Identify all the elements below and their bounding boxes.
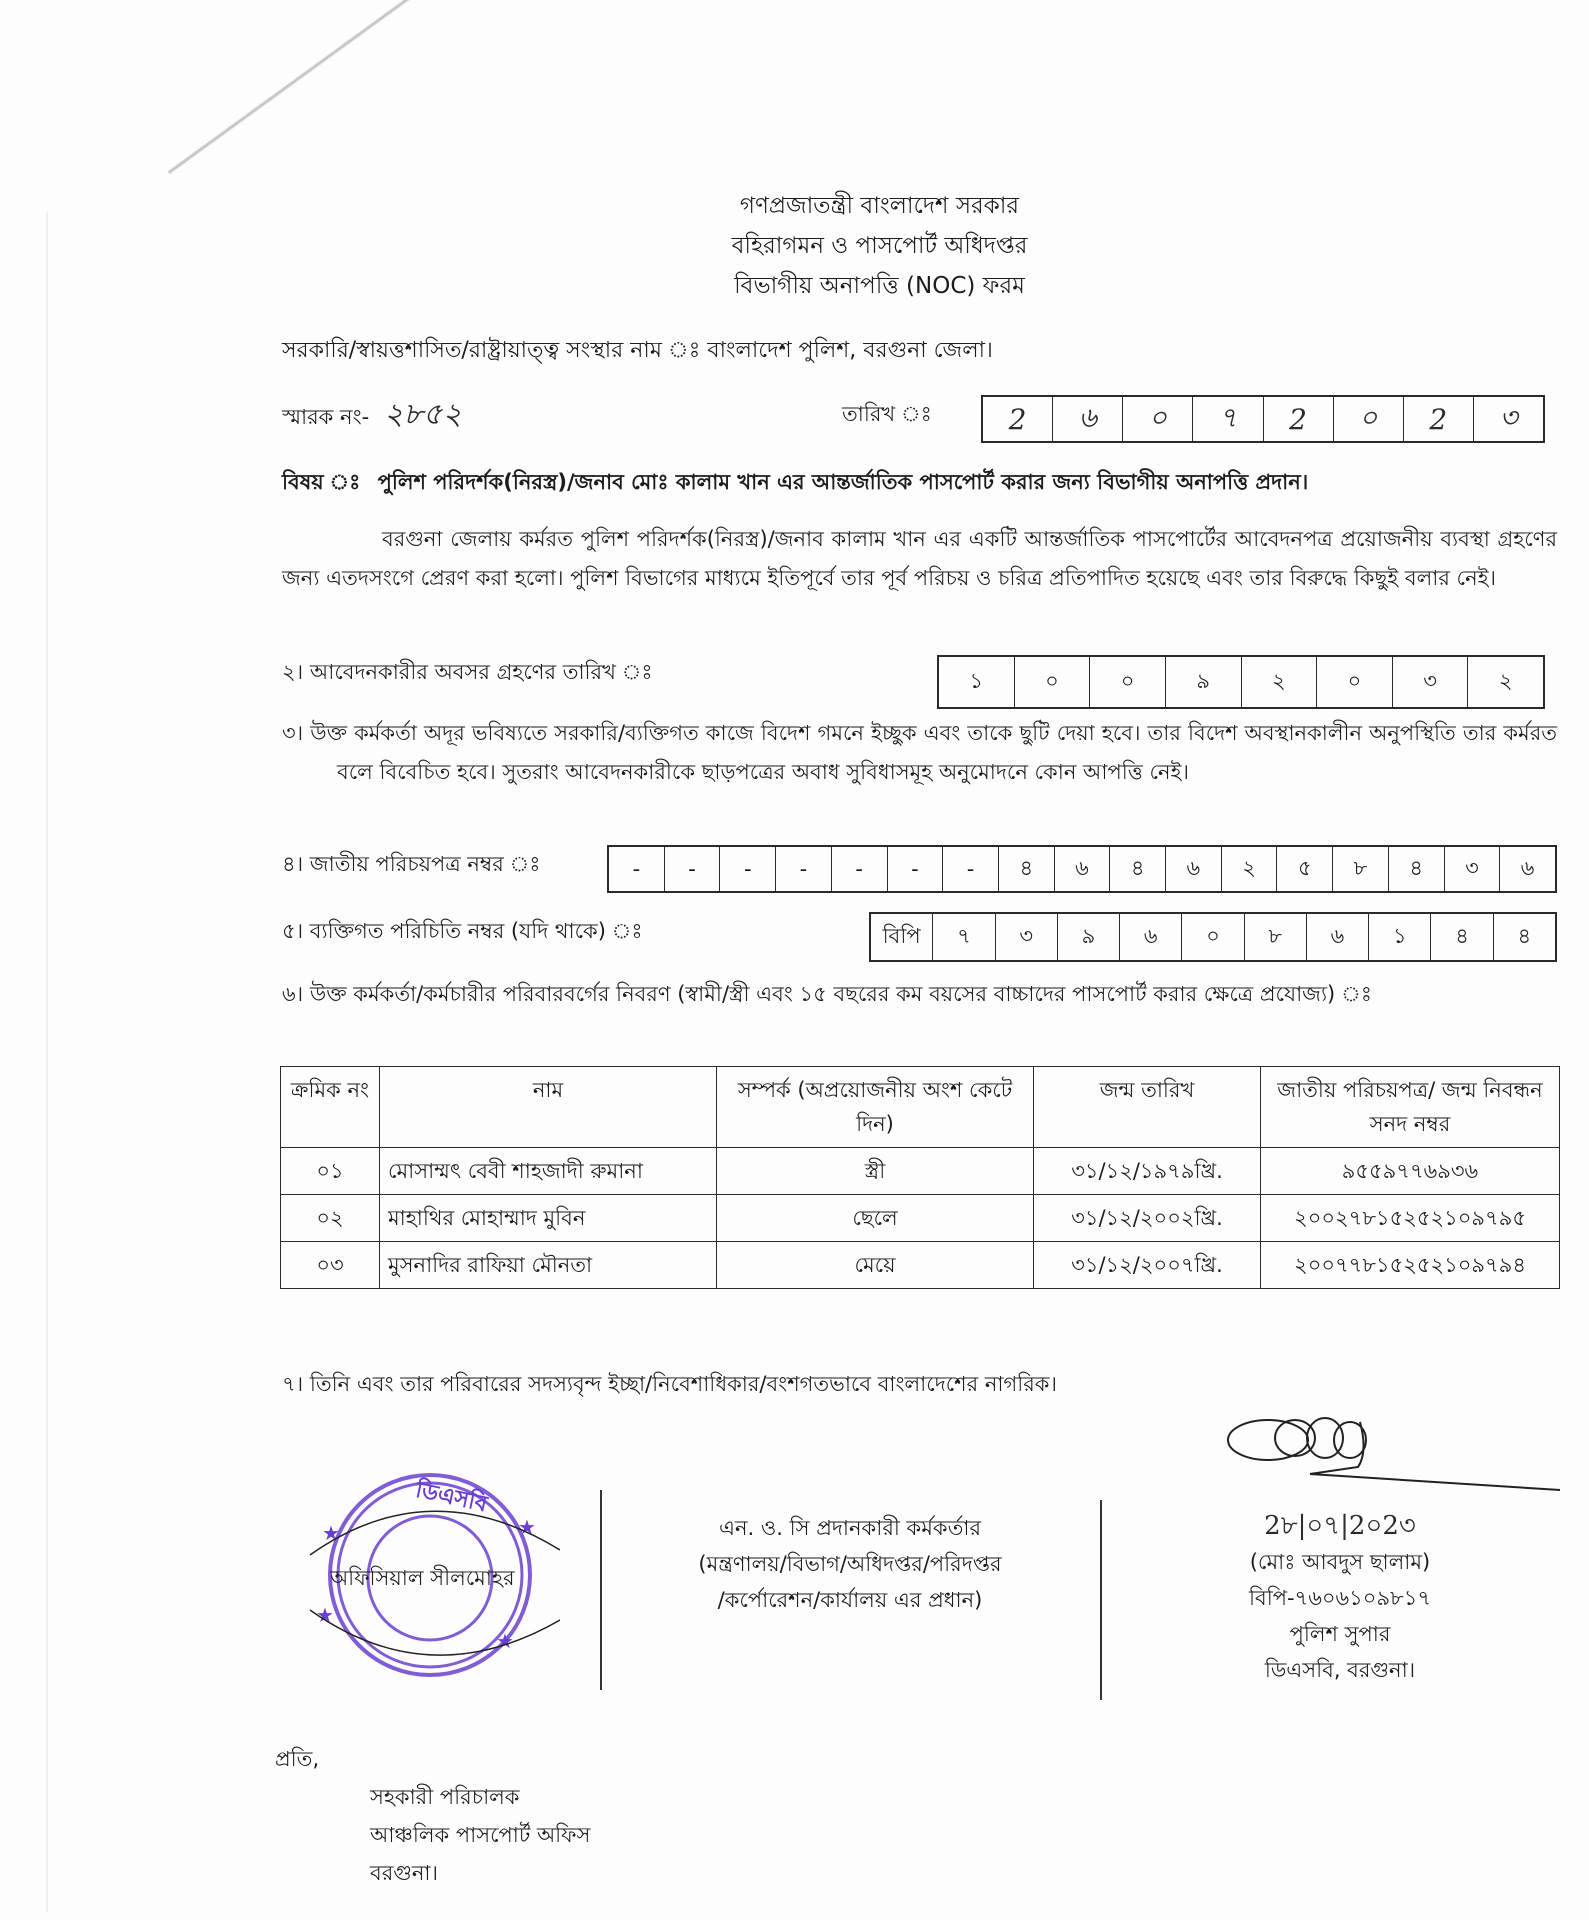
header-relation: সম্পর্ক (অপ্রয়োজনীয় অংশ কেটে দিন) — [717, 1067, 1034, 1148]
svg-text:★: ★ — [496, 1629, 514, 1653]
digit-box: ০ — [1015, 657, 1091, 707]
digit-box: ০ — [1334, 397, 1404, 441]
cell-dob: ৩১/১২/২০০৭খ্রি. — [1034, 1242, 1261, 1289]
signatory-office: ডিএসবি, বরগুনা। — [1264, 1658, 1416, 1682]
digit-box: - — [720, 847, 776, 891]
signatory-bp: বিপি-৭৬০৬১০৯৮১৭ — [1249, 1586, 1431, 1610]
digit-box: ২ — [1242, 657, 1318, 707]
digit-box: ১ — [939, 657, 1015, 707]
digit-box: ৬ — [1053, 397, 1123, 441]
item4-label: ৪। জাতীয় পরিচয়পত্র নম্বর ঃ — [282, 852, 541, 876]
column-divider-left — [600, 1490, 602, 1690]
cell-id: ২০০৭৭৮১৫২৫২১০৯৭৯৪ — [1261, 1242, 1560, 1289]
cell-serial: ০১ — [281, 1148, 380, 1195]
signatory-designation: পুলিশ সুপার — [1289, 1622, 1391, 1646]
table-row — [281, 1242, 1560, 1289]
cell-relation: ছেলে — [717, 1195, 1034, 1242]
subject-line — [282, 466, 1308, 501]
digit-box: - — [888, 847, 944, 891]
digit-box: ৬ — [1055, 847, 1111, 891]
header-form-title: বিভাগীয় অনাপত্তি (NOC) ফরম — [734, 273, 1025, 299]
digit-box: 2 — [1264, 397, 1334, 441]
table-row — [281, 1148, 1560, 1195]
signatory-block — [1170, 1508, 1510, 1688]
signed-date: 2৮|০৭|2০2৩ — [1264, 1511, 1416, 1541]
signatory-name: (মোঃ আবদুস ছালাম) — [1249, 1550, 1431, 1574]
retirement-date-boxes — [937, 655, 1545, 709]
memo-number — [282, 390, 462, 441]
digit-box: - — [776, 847, 832, 891]
digit-box: 2 — [983, 397, 1053, 441]
digit-box: বিপি — [871, 914, 933, 960]
header-serial: ক্রমিক নং — [281, 1067, 380, 1148]
header-dob: জন্ম তারিখ — [1034, 1067, 1261, 1148]
body-paragraph: বরগুনা জেলায় কর্মরত পুলিশ পরিদর্শক(নিরস্ত্র)/জনাব কালাম খান এর একটি আন্তর্জাতিক পাসপোর্টের আবেদনপত্র প্রয়োজনীয় ব্যবস্থা গ্রহণের জন্য এতদসংগে প্রেরণ করা হলো। পুলিশ বিভাগের মাধ্যমে ইতিপূর্বে তার পূর্ব পরিচয় ও চরিত্র প্রতিপাদিত হয়েছে এবং তার বিরুদ্ধে কিছুই বলার নেই। — [282, 527, 1557, 590]
digit-box: ৬ — [1166, 847, 1222, 891]
date-boxes — [981, 395, 1545, 443]
item5-label: ৫। ব্যক্তিগত পরিচিতি নম্বর (যদি থাকে) ঃ — [282, 919, 643, 943]
cell-serial: ০২ — [281, 1195, 380, 1242]
cell-name: মুসনাদির রাফিয়া মৌনতা — [380, 1242, 717, 1289]
noc-officer-line3: /কর্পোরেশন/কার্যালয় এর প্রধান) — [717, 1588, 983, 1612]
digit-box: ৯ — [1166, 657, 1242, 707]
memo-label: স্মারক নং- — [282, 405, 370, 429]
svg-text:★: ★ — [322, 1521, 340, 1545]
subject-label: বিষয় ঃ — [282, 470, 361, 494]
page-fold-crease — [168, 0, 413, 174]
digit-box: ৭ — [933, 914, 995, 960]
digit-box: ৬ — [1520, 855, 1535, 880]
noc-officer-line2: (মন্ত্রণালয়/বিভাগ/অধিদপ্তর/পরিদপ্তর — [698, 1552, 1002, 1576]
digit-box: - — [609, 847, 665, 891]
signature — [1220, 1412, 1580, 1506]
family-table — [280, 1066, 1560, 1289]
column-divider-right — [1100, 1500, 1102, 1700]
cell-dob: ৩১/১২/১৯৭৯খ্রি. — [1034, 1148, 1261, 1195]
digit-box: ৩ — [1499, 400, 1518, 434]
digit-box: ২ — [1222, 847, 1278, 891]
cell-id: ২০০২৭৮১৫২৫২১০৯৭৯৫ — [1261, 1195, 1560, 1242]
cell-name: মাহাথির মোহাম্মাদ মুবিন — [380, 1195, 717, 1242]
seal-label: অফিসিয়াল সীলমোহর — [330, 1566, 515, 1590]
digit-box: ০ — [1182, 914, 1244, 960]
digit-box: - — [832, 847, 888, 891]
digit-box: - — [665, 847, 721, 891]
organization-line: সরকারি/স্বায়ত্তশাসিত/রাষ্ট্রায়াত্ত্ব সংস্থার নাম ঃ বাংলাদেশ পুলিশ, বরগুনা জেলা। — [282, 338, 993, 363]
recipient-line2: আঞ্চলিক পাসপোর্ট অফিস — [370, 1823, 591, 1847]
digit-box: ১ — [1369, 914, 1431, 960]
digit-box: ৪ — [999, 847, 1055, 891]
digit-box: 2 — [1404, 397, 1474, 441]
cell-relation: মেয়ে — [717, 1242, 1034, 1289]
header-id-number: জাতীয় পরিচয়পত্র/ জন্ম নিবন্ধন সনদ নম্বর — [1261, 1067, 1560, 1148]
header-name: নাম — [380, 1067, 717, 1148]
noc-officer-block — [620, 1510, 1080, 1618]
recipient-block — [275, 1740, 590, 1892]
digit-box: ৭ — [1193, 397, 1263, 441]
digit-box: ০ — [1090, 657, 1166, 707]
header-department: বহিরাগমন ও পাসপোর্ট অধিদপ্তর — [731, 233, 1028, 259]
digit-box: ৪ — [1431, 914, 1493, 960]
digit-box: ৩ — [996, 914, 1058, 960]
personal-id-boxes — [869, 912, 1557, 962]
item3-paragraph: ৩। উক্ত কর্মকর্তা অদূর ভবিষ্যতে সরকারি/ব্যক্তিগত কাজে বিদেশ গমনে ইচ্ছুক এবং তাকে ছুটি দেয়া হবে। তার বিদেশ অবস্থানকালীন অনুপস্থিতি তার কর্মরত বলে বিবেচিত হবে। সুতরাং আবেদনকারীকে ছাড়পত্রের অবাধ সুবিধাসমূহ অনুমোদনে কোন আপত্তি নেই। — [282, 721, 1557, 784]
noc-officer-line1: এন. ও. সি প্রদানকারী কর্মকর্তার — [718, 1516, 981, 1540]
date-label: তারিখ ঃ — [842, 402, 932, 426]
page-edge — [46, 212, 48, 1912]
digit-box: ৪ — [1110, 847, 1166, 891]
digit-box: ৬ — [1120, 914, 1182, 960]
digit-box: ৮ — [1245, 914, 1307, 960]
digit-box: ৪ — [1389, 847, 1445, 891]
item2-label: ২। আবেদনকারীর অবসর গ্রহণের তারিখ ঃ — [282, 660, 653, 684]
table-row — [281, 1195, 1560, 1242]
digit-box: ৩ — [1445, 847, 1501, 891]
digit-box: ০ — [1317, 657, 1393, 707]
subject-text: পুলিশ পরিদর্শক(নিরস্ত্র)/জনাব মোঃ কালাম খান এর আন্তর্জাতিক পাসপোর্ট করার জন্য বিভাগীয় অনাপত্তি প্রদান। — [377, 470, 1309, 494]
cell-name: মোসাম্মৎ বেবী শাহজাদী রুমানা — [380, 1148, 717, 1195]
nid-number-boxes — [607, 845, 1557, 893]
digit-box: ৬ — [1307, 914, 1369, 960]
digit-box: ৪ — [1517, 923, 1532, 948]
memo-value: ২৮৫২ — [383, 397, 462, 432]
seal-stamp-text: ডিএসবি — [413, 1477, 490, 1518]
svg-text:★: ★ — [518, 1515, 536, 1539]
header-government: গণপ্রজাতন্ত্রী বাংলাদেশ সরকার — [739, 193, 1020, 219]
item6-paragraph: ৬। উক্ত কর্মকর্তা/কর্মচারীর পরিবারবর্গের নিবরণ (স্বামী/স্ত্রী এবং ১৫ বছরের কম বয়সের বাচ্চাদের পাসপোর্ট করার ক্ষেত্রে প্রযোজ্য) ঃ — [282, 982, 1372, 1006]
digit-box: ২ — [1498, 668, 1513, 693]
digit-box: ০ — [1123, 397, 1193, 441]
recipient-line1: সহকারী পরিচালক — [370, 1785, 520, 1809]
digit-box: ৫ — [1277, 847, 1333, 891]
digit-box: ৯ — [1058, 914, 1120, 960]
digit-box: - — [943, 847, 999, 891]
digit-box: ৩ — [1393, 657, 1469, 707]
cell-dob: ৩১/১২/২০০২খ্রি. — [1034, 1195, 1261, 1242]
digit-box: ৮ — [1333, 847, 1389, 891]
document-header — [0, 186, 1589, 306]
recipient-line3: বরগুনা। — [370, 1861, 438, 1885]
cell-relation: স্ত্রী — [717, 1148, 1034, 1195]
recipient-to: প্রতি, — [275, 1747, 320, 1771]
item7-line: ৭। তিনি এবং তার পরিবারের সদস্যবৃন্দ ইচ্ছা/নিবেশাধিকার/বংশগতভাবে বাংলাদেশের নাগরিক। — [282, 1372, 1057, 1396]
handwritten-signature-icon — [1220, 1412, 1580, 1502]
svg-text:★: ★ — [316, 1603, 334, 1627]
cell-id: ৯৫৫৯৭৭৬৯৩৬ — [1261, 1148, 1560, 1195]
table-header-row — [281, 1067, 1560, 1148]
cell-serial: ০৩ — [281, 1242, 380, 1289]
